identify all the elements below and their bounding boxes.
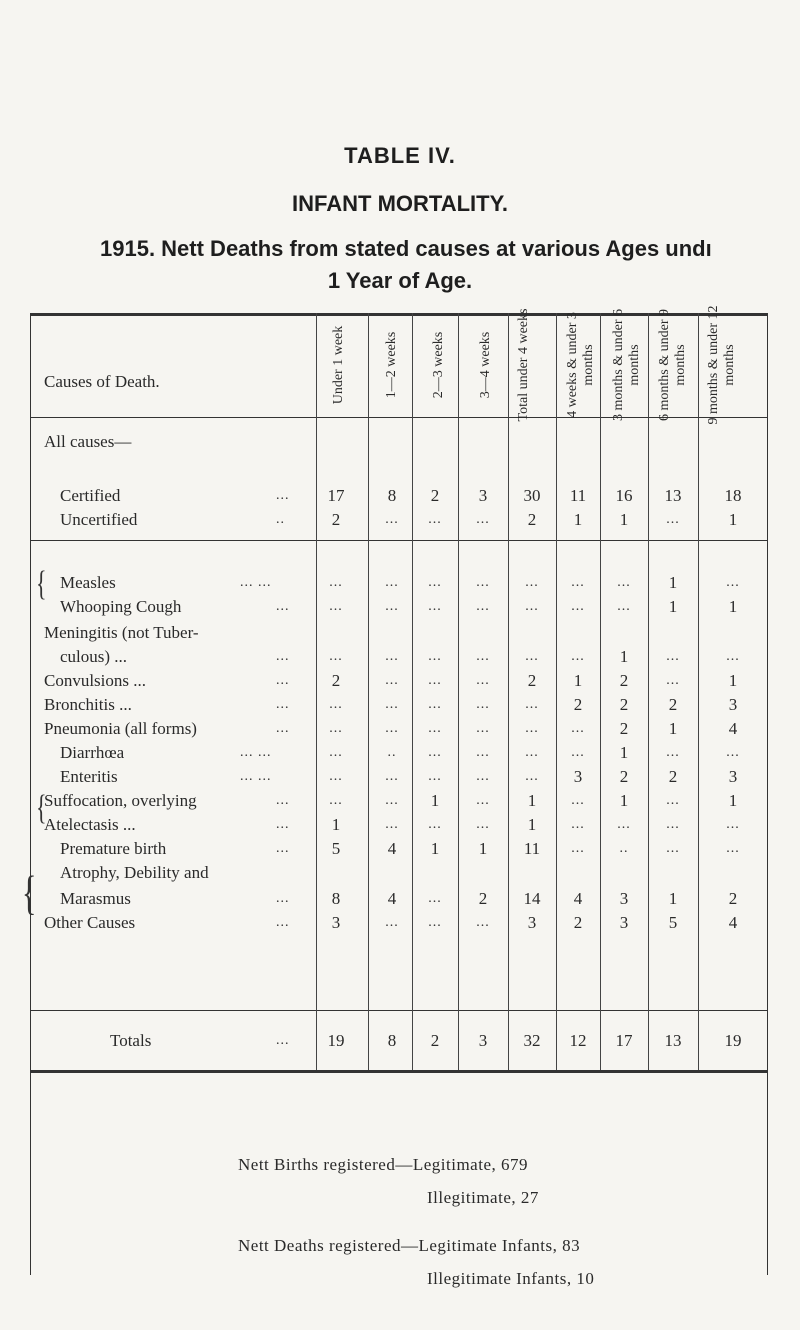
- table-cell: 3: [331, 913, 341, 932]
- brace-measles-whooping: {: [36, 563, 47, 603]
- table-cell: 1: [573, 671, 583, 690]
- col-line-9: [698, 313, 699, 1070]
- table-cell: ...: [329, 697, 343, 712]
- row-label: Whooping Cough: [60, 597, 182, 616]
- table-cell: 11: [523, 839, 541, 858]
- table-cell: 2: [573, 695, 583, 714]
- table-cell: ...: [428, 673, 442, 688]
- table-cell: ...: [428, 721, 442, 736]
- table-cell: ...: [666, 745, 680, 760]
- table-cell: 3: [478, 486, 488, 505]
- table-cell: 3: [619, 889, 629, 908]
- table-cell: ...: [525, 745, 539, 760]
- table-bottom-border: [30, 1070, 767, 1073]
- cause-column-header: Causes of Death.: [44, 372, 160, 391]
- table-right-border: [767, 313, 768, 1275]
- table-cell: ...: [666, 817, 680, 832]
- row-leader-dots: ...: [276, 915, 290, 930]
- table-cell: ...: [329, 745, 343, 760]
- table-subtitle-line1: 1915. Nett Deaths from stated causes at various Ages undı: [100, 236, 712, 261]
- table-cell: 2: [331, 671, 341, 690]
- table-cell: 3: [619, 913, 629, 932]
- row-leader-dots: ...: [276, 488, 290, 503]
- table-cell: ...: [385, 697, 399, 712]
- table-cell: 1: [728, 510, 738, 529]
- row-label: Suffocation, overlying: [44, 791, 197, 810]
- table-cell: 2: [527, 510, 537, 529]
- table-cell: ...: [571, 721, 585, 736]
- table-cell: 1: [728, 791, 738, 810]
- table-cell: 3: [728, 767, 738, 786]
- table-cell: ...: [476, 673, 490, 688]
- row-leader-dots: ... ...: [240, 575, 272, 590]
- table-cell: 1: [573, 510, 583, 529]
- deaths-illegitimate: Illegitimate Infants, 10: [427, 1269, 595, 1288]
- deaths-legitimate: Nett Deaths registered—Legitimate Infants, 83: [238, 1236, 581, 1255]
- table-cell: ...: [329, 721, 343, 736]
- table-cell: 1: [478, 839, 488, 858]
- table-cell: ...: [385, 512, 399, 527]
- row-leader-dots: ...: [276, 721, 290, 736]
- row-label: Bronchitis ...: [44, 695, 132, 714]
- col-line-5: [508, 313, 509, 1070]
- table-cell: ...: [571, 649, 585, 664]
- col-header-3-4-weeks: 3—4 weeks: [478, 331, 493, 399]
- table-cell: ...: [525, 721, 539, 736]
- table-cell: ...: [666, 649, 680, 664]
- table-cell: 8: [331, 889, 341, 908]
- table-cell: 5: [668, 913, 678, 932]
- table-cell: ...: [428, 697, 442, 712]
- table-cell: ...: [571, 599, 585, 614]
- table-cell: 3: [573, 767, 583, 786]
- row-label: Enteritis: [60, 767, 118, 786]
- col-line-3: [412, 313, 413, 1070]
- row-leader-dots: ..: [276, 512, 285, 527]
- table-cell: 4: [728, 913, 738, 932]
- table-cell: 1: [619, 510, 629, 529]
- table-cell: ...: [428, 745, 442, 760]
- table-cell: ...: [525, 599, 539, 614]
- table-cell: 2: [619, 767, 629, 786]
- row-leader-dots: ...: [276, 891, 290, 906]
- table-cell: ...: [617, 817, 631, 832]
- table-cell: 1: [527, 815, 537, 834]
- totals-cell: 19: [724, 1031, 742, 1050]
- totals-cell: 13: [664, 1031, 682, 1050]
- table-cell: 4: [573, 889, 583, 908]
- table-cell: ...: [476, 745, 490, 760]
- table-cell: ...: [428, 891, 442, 906]
- table-cell: 1: [668, 889, 678, 908]
- row-leader-dots: ...: [276, 673, 290, 688]
- section-divider-2: [30, 1010, 767, 1011]
- table-cell: 2: [728, 889, 738, 908]
- row-label: Diarrhœa: [60, 743, 125, 762]
- totals-dots: ...: [276, 1033, 290, 1048]
- table-cell: 3: [728, 695, 738, 714]
- col-line-7: [600, 313, 601, 1070]
- table-cell: ...: [617, 575, 631, 590]
- col-header-3m-6m: 3 months & under 6 months: [611, 309, 642, 421]
- table-cell: 2: [668, 695, 678, 714]
- table-cell: ...: [428, 769, 442, 784]
- table-cell: ...: [571, 575, 585, 590]
- col-header-1-2-weeks: 1—2 weeks: [384, 331, 399, 399]
- table-cell: 30: [523, 486, 541, 505]
- row-leader-dots: ...: [276, 599, 290, 614]
- col-header-9m-12m: 9 months & under 12 months: [706, 305, 737, 425]
- col-line-8: [648, 313, 649, 1070]
- table-cell: 17: [327, 486, 345, 505]
- table-cell: ...: [726, 841, 740, 856]
- table-cell: ...: [329, 599, 343, 614]
- table-cell: ...: [571, 817, 585, 832]
- totals-cell: 12: [569, 1031, 587, 1050]
- table-cell: ...: [726, 745, 740, 760]
- table-cell: ...: [666, 673, 680, 688]
- col-line-6: [556, 313, 557, 1070]
- row-label: Atelectasis ...: [44, 815, 136, 834]
- table-cell: ...: [476, 817, 490, 832]
- totals-cell: 32: [523, 1031, 541, 1050]
- table-cell: 1: [728, 671, 738, 690]
- table-cell: ...: [385, 575, 399, 590]
- row-leader-dots: ... ...: [240, 745, 272, 760]
- table-cell: ...: [428, 575, 442, 590]
- table-cell: 2: [430, 486, 440, 505]
- table-cell: 1: [430, 839, 440, 858]
- row-label: Marasmus: [60, 889, 131, 908]
- table-cell: ...: [476, 512, 490, 527]
- table-cell: 2: [619, 671, 629, 690]
- table-cell: ...: [476, 915, 490, 930]
- table-cell: ...: [428, 915, 442, 930]
- group-all-causes: All causes—: [44, 432, 132, 451]
- table-cell: 1: [331, 815, 341, 834]
- table-cell: ...: [385, 793, 399, 808]
- table-cell: 2: [478, 889, 488, 908]
- col-line-4: [458, 313, 459, 1070]
- row-label: Convulsions ...: [44, 671, 147, 690]
- table-cell: 1: [527, 791, 537, 810]
- table-cell: ...: [428, 649, 442, 664]
- table-cell: 14: [523, 889, 541, 908]
- table-cell: ..: [619, 841, 629, 856]
- row-label: Pneumonia (all forms): [44, 719, 197, 738]
- table-cell: ...: [476, 575, 490, 590]
- table-cell: ...: [385, 673, 399, 688]
- table-cell: ...: [666, 793, 680, 808]
- table-cell: ...: [476, 599, 490, 614]
- table-cell: ...: [329, 649, 343, 664]
- totals-cell: 2: [430, 1031, 440, 1050]
- table-cell: 1: [430, 791, 440, 810]
- table-cell: ...: [428, 817, 442, 832]
- row-label: Atrophy, Debility and: [60, 863, 209, 882]
- table-cell: ...: [428, 512, 442, 527]
- table-cell: 1: [668, 597, 678, 616]
- table-cell: ...: [666, 512, 680, 527]
- totals-label: Totals: [110, 1031, 152, 1050]
- table-cell: ...: [385, 915, 399, 930]
- table-cell: 2: [573, 913, 583, 932]
- table-cell: 2: [527, 671, 537, 690]
- row-label: Premature birth: [60, 839, 167, 858]
- row-label: Measles: [60, 573, 116, 592]
- totals-cell: 3: [478, 1031, 488, 1050]
- table-cell: ...: [329, 769, 343, 784]
- col-line-1: [316, 313, 317, 1070]
- table-cell: 4: [728, 719, 738, 738]
- table-cell: ...: [329, 575, 343, 590]
- brace-premature-atrophy: {: [22, 867, 37, 920]
- table-cell: 2: [331, 510, 341, 529]
- col-header-2-3-weeks: 2—3 weeks: [431, 331, 446, 399]
- row-label: Other Causes: [44, 913, 136, 932]
- row-label: Meningitis (not Tuber-: [44, 623, 199, 642]
- table-cell: ...: [476, 697, 490, 712]
- table-cell: 8: [387, 486, 397, 505]
- births-legitimate: Nett Births registered—Legitimate, 679: [238, 1155, 528, 1174]
- table-cell: ...: [476, 769, 490, 784]
- table-cell: ...: [617, 599, 631, 614]
- table-cell: ..: [387, 745, 397, 760]
- table-cell: ...: [385, 817, 399, 832]
- totals-cell: 17: [615, 1031, 633, 1050]
- table-cell: ...: [525, 649, 539, 664]
- table-cell: 1: [668, 573, 678, 592]
- table-cell: ...: [525, 769, 539, 784]
- table-cell: ...: [726, 649, 740, 664]
- table-cell: ...: [329, 793, 343, 808]
- table-cell: ...: [476, 649, 490, 664]
- table-cell: ...: [525, 697, 539, 712]
- table-cell: 13: [664, 486, 682, 505]
- table-cell: 3: [527, 913, 537, 932]
- table-cell: 4: [387, 839, 397, 858]
- table-cell: 1: [619, 743, 629, 762]
- table-cell: 1: [619, 647, 629, 666]
- totals-cell: 8: [387, 1031, 397, 1050]
- row-leader-dots: ...: [276, 697, 290, 712]
- births-illegitimate: Illegitimate, 27: [427, 1188, 539, 1207]
- table-cell: 4: [387, 889, 397, 908]
- table-cell: ...: [428, 599, 442, 614]
- table-cell: 16: [615, 486, 633, 505]
- table-cell: 1: [668, 719, 678, 738]
- table-cell: ...: [571, 745, 585, 760]
- table-cell: ...: [666, 841, 680, 856]
- row-leader-dots: ...: [276, 793, 290, 808]
- table-number: TABLE IV.: [344, 143, 456, 168]
- table-cell: ...: [571, 841, 585, 856]
- table-cell: ...: [385, 721, 399, 736]
- table-subtitle-line2: 1 Year of Age.: [327, 268, 473, 293]
- table-cell: ...: [476, 793, 490, 808]
- table-cell: ...: [476, 721, 490, 736]
- col-header-6m-9m: 6 months & under 9 months: [657, 309, 688, 421]
- section-divider-1: [30, 540, 767, 541]
- table-title: INFANT MORTALITY.: [292, 191, 508, 216]
- row-leader-dots: ...: [276, 817, 290, 832]
- table-cell: 2: [619, 719, 629, 738]
- brace-diarrhoea-enteritis: {: [36, 787, 47, 827]
- col-header-4w-3m: 4 weeks & under 3 months: [565, 312, 596, 418]
- table-cell: 11: [569, 486, 587, 505]
- row-leader-dots: ... ...: [240, 769, 272, 784]
- table-cell: 1: [619, 791, 629, 810]
- col-header-under-1-week: Under 1 week: [331, 325, 346, 405]
- table-left-border: [30, 313, 31, 1275]
- row-label: culous) ...: [60, 647, 128, 666]
- table-cell: 5: [331, 839, 341, 858]
- col-header-total-under-4-weeks: Total under 4 weeks: [516, 308, 531, 422]
- table-cell: ...: [385, 769, 399, 784]
- table-cell: 1: [728, 597, 738, 616]
- table-cell: ...: [726, 575, 740, 590]
- row-label: Certified: [60, 486, 121, 505]
- row-leader-dots: ...: [276, 841, 290, 856]
- table-cell: 2: [619, 695, 629, 714]
- table-cell: ...: [726, 817, 740, 832]
- table-cell: 18: [724, 486, 742, 505]
- table-cell: ...: [525, 575, 539, 590]
- col-line-2: [368, 313, 369, 1070]
- row-label: Uncertified: [60, 510, 138, 529]
- table-cell: ...: [385, 599, 399, 614]
- row-leader-dots: ...: [276, 649, 290, 664]
- table-cell: 2: [668, 767, 678, 786]
- table-cell: ...: [385, 649, 399, 664]
- totals-cell: 19: [327, 1031, 345, 1050]
- table-cell: ...: [571, 793, 585, 808]
